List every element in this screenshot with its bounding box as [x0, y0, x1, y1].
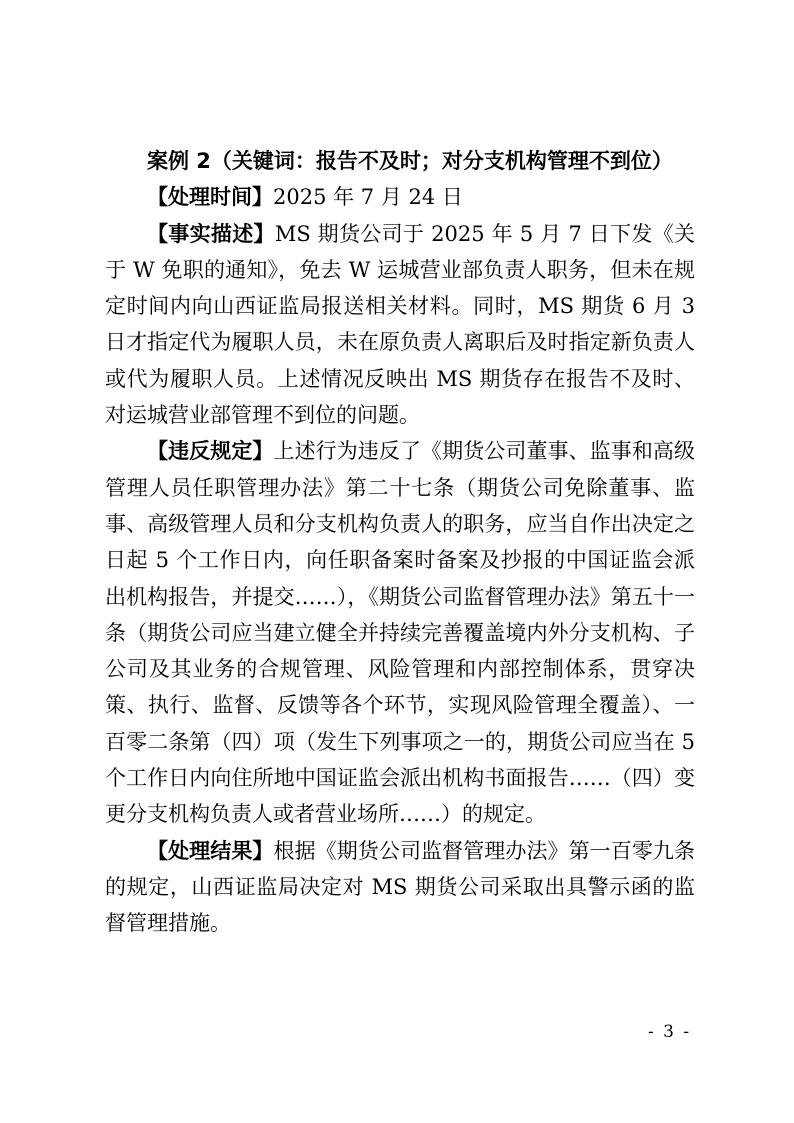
document-body — [105, 143, 695, 942]
handling-time-label: 【处理时间】 — [147, 185, 273, 210]
page-number: - 3 - — [648, 1022, 692, 1042]
result-text: 根据《期货公司监督管理办法》第一百零九条的规定，山西证监局决定对 MS 期货公司采取出具警示函的监督管理措施。 — [105, 838, 696, 936]
result-label: 【处理结果】 — [147, 838, 274, 863]
violation-label: 【违反规定】 — [147, 439, 274, 464]
violation-paragraph — [105, 433, 695, 832]
facts-label: 【事实描述】 — [147, 221, 275, 246]
handling-time-paragraph — [105, 179, 695, 215]
handling-time-text: 2025 年 7 月 24 日 — [273, 185, 463, 210]
result-paragraph — [105, 833, 695, 942]
facts-paragraph — [105, 216, 695, 434]
case-title: 案例 2（关键词：报告不及时；对分支机构管理不到位） — [147, 149, 673, 173]
violation-text: 上述行为违反了《期货公司董事、监事和高级管理人员任职管理办法》第二十七条（期货公司免除董事、监事、高级管理人员和分支机构负责人的职务，应当自作出决定之日起 5 个工作日内，向任职备案时备案及抄报的中国证监会派出机构报告，并提交……），《期货公司监督管理办法》第五十一条（期货公司应当建立健全并持续完善覆盖境内外分支机构、子公司及其业务的合规管理、风险管理和内部控制体系，贯穿决策、执行、监督、反馈等各个环节，实现风险管理全覆盖）、一百零二条第（四）项（发生下列事项之一的，期货公司应当在 5 个工作日内向住所地中国证监会派出机构书面报告……（四）变更分支机构负责人或者营业场所……）的规定。 — [105, 439, 696, 827]
facts-text: MS 期货公司于 2025 年 5 月 7 日下发《关于 W 免职的通知》，免去 W 运城营业部负责人职务，但未在规定时间内向山西证监局报送相关材料。同时，MS 期货 6 月 3 日才指定代为履职人员，未在原负责人离职后及时指定新负责人或代为履职人员。上述情况反映出 MS 期货存在报告不及时、对运城营业部管理不到位的问题。 — [105, 221, 696, 428]
